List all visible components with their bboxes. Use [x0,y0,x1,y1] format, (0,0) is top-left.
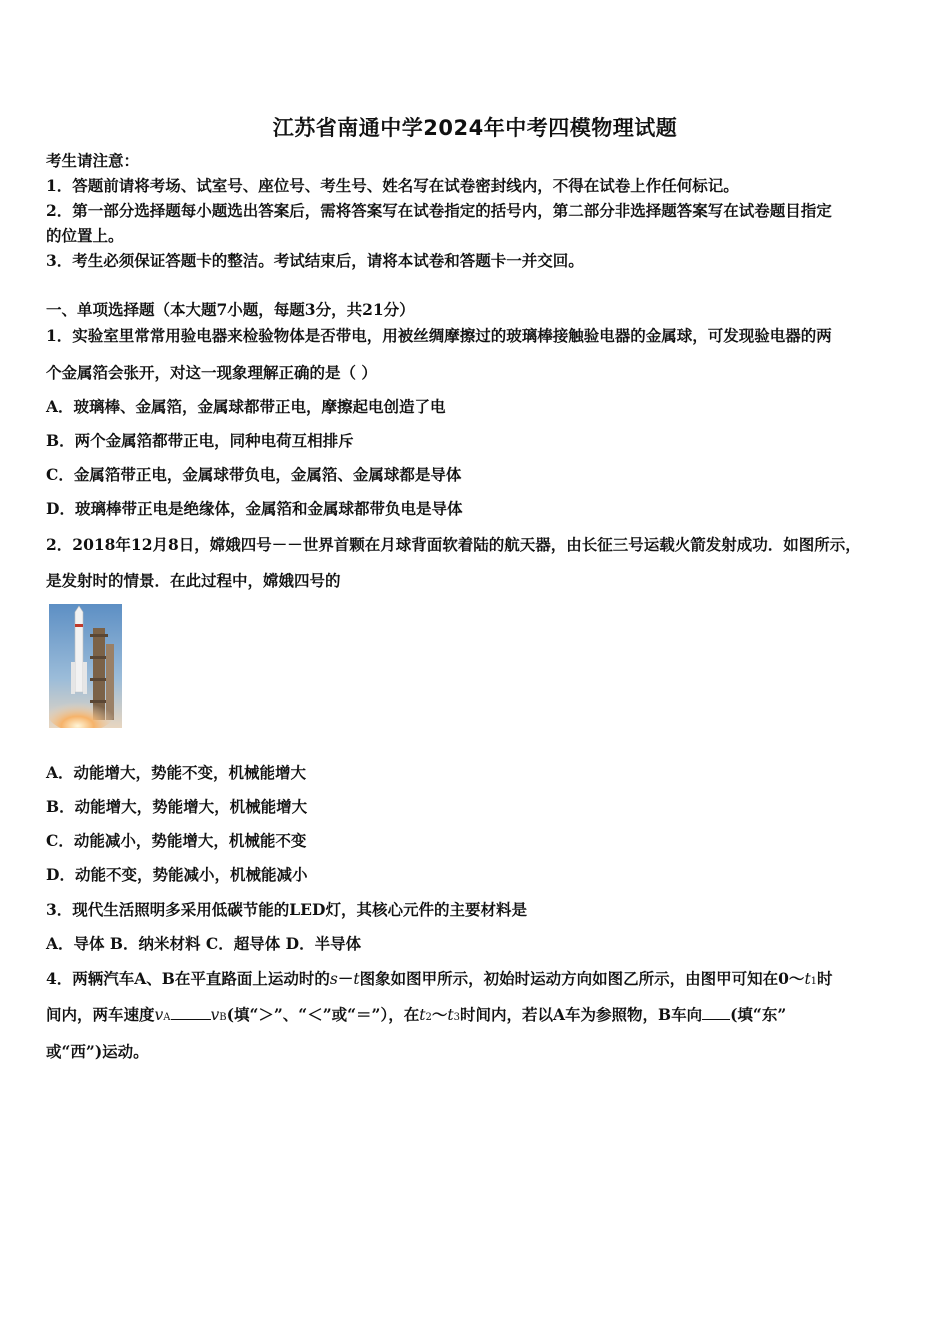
q4-tilde: ～ [431,1005,448,1024]
q4-sub-1: 1 [810,976,818,987]
q2-option-a: A．动能增大，势能不变，机械能增大 [46,763,307,782]
notice-item-3: 3．考生必须保证答题卡的整洁。考试结束后，请将本试卷和答题卡一并交回。 [46,251,584,270]
q2-stem-line2: 是发射时的情景．在此过程中，嫦娥四号的 [46,571,341,590]
q3-stem: 3．现代生活照明多采用低碳节能的LED灯，其核心元件的主要材料是 [46,900,527,919]
q4-text: 时间内，若以A车为参照物，B车向 [459,1005,703,1024]
q4-stem-line3: 或“西”)运动。 [46,1042,149,1061]
section-heading: 一、单项选择题（本大题7小题，每题3分，共21分） [46,300,415,319]
notice-heading: 考生请注意： [46,151,140,170]
q4-text: 间内，两车速度 [46,1005,155,1024]
q2-option-b: B．动能增大，势能增大，机械能增大 [46,797,308,816]
page-title: 江苏省南通中学2024年中考四模物理试题 [272,116,678,140]
q4-dash: － [337,969,354,988]
q4-var-t3: t [447,1006,454,1024]
q1-stem-line2: 个金属箔会张开，对这一现象理解正确的是（ ） [46,363,377,382]
q4-var-vb: v [210,1006,220,1024]
q4-blank-2[interactable] [702,1005,730,1020]
q1-option-c: C．金属箔带正电，金属球带负电，金属箔、金属球都是导体 [46,465,462,484]
rocket-launch-image [49,604,122,728]
q4-text: (填“＞”、“＜”或“＝”），在 [226,1005,420,1024]
q4-stem-line2 [46,1005,786,1028]
q1-option-a: A．玻璃棒、金属箔，金属球都带正电，摩擦起电创造了电 [46,397,446,416]
q4-text: (填“东” [730,1005,787,1024]
q2-stem-line1: 2．2018年12月8日，嫦娥四号－－世界首颗在月球背面软着陆的航天器，由长征三号运载火箭发射成功．如图所示， [46,535,861,554]
q2-option-d: D．动能不变，势能减小，机械能减小 [46,865,308,884]
q4-sub-3: 3 [453,1012,460,1023]
q4-text: 图象如图甲所示，初始时运动方向如图乙所示，由图甲可知在0～ [359,969,805,988]
q4-sub-2: 2 [425,1012,432,1023]
q4-text: 4．两辆汽车A、B在平直路面上运动时的 [46,969,330,988]
q1-stem-line1: 1．实验室里常常用验电器来检验物体是否带电，用被丝绸摩擦过的玻璃棒接触验电器的金属球，可发现验电器的两 [46,326,832,345]
q4-sub-b: B [219,1012,227,1023]
q2-option-c: C．动能减小，势能增大，机械能不变 [46,831,307,850]
notice-item-2: 2．第一部分选择题每小题选出答案后，需将答案写在试卷指定的括号内，第二部分非选择题答案写在试卷题目指定 [46,201,832,220]
q4-var-va: v [154,1006,164,1024]
q4-var-s: s [329,970,338,988]
notice-item-1: 1．答题前请将考场、试室号、座位号、考生号、姓名写在试卷密封线内，不得在试卷上作任何标记。 [46,176,739,195]
q4-var-t1: t [804,970,811,988]
q4-sub-a: A [163,1012,171,1023]
q4-blank-1[interactable] [171,1005,211,1020]
q4-stem-line1 [46,969,833,992]
notice-item-2-cont: 的位置上。 [46,226,124,245]
q4-text: 时 [817,969,833,988]
q4-var-t: t [353,970,360,988]
q4-var-t2: t [419,1006,426,1024]
q1-option-b: B．两个金属箔都带正电，同种电荷互相排斥 [46,431,354,450]
q3-options: A．导体 B．纳米材料 C．超导体 D．半导体 [46,934,362,953]
q1-option-d: D．玻璃棒带正电是绝缘体，金属箔和金属球都带负电是导体 [46,499,463,518]
